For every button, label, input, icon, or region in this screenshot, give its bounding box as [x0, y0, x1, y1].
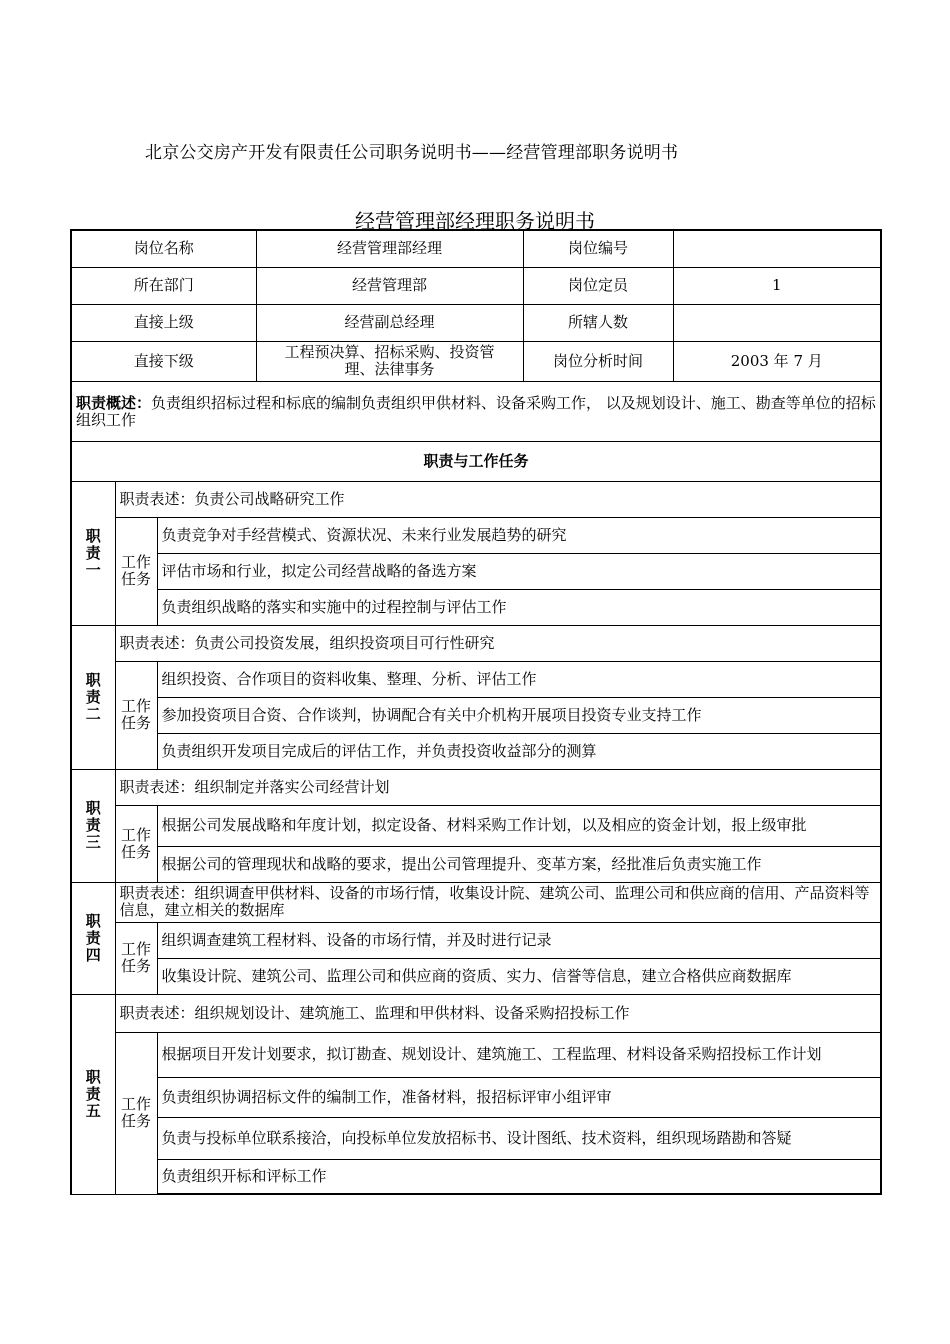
- task-item: 负责与投标单位联系接洽，向投标单位发放招标书、设计图纸、技术资料，组织现场踏勘和答疑: [157, 1117, 881, 1159]
- post-code-value: [673, 230, 881, 267]
- duty-summary-text: 负责组织招标过程和标底的编制负责组织甲供材料、设备采购工作， 以及规划设计、施工、勘查等单位的招标组织工作: [76, 393, 876, 429]
- duty-statement: 职责表述：组织调查甲供材料、设备的市场行情，收集设计院、建筑公司、监理公司和供应商的信用、产品资料等信息，建立相关的数据库: [115, 882, 881, 922]
- job-description-table: [70, 229, 882, 1195]
- post-code-label: 岗位编号: [523, 230, 673, 267]
- duty-statement: 职责表述：组织规划设计、建筑施工、监理和甲供材料、设备采购招投标工作: [115, 994, 881, 1032]
- managed-count-label: 所辖人数: [523, 304, 673, 341]
- task-item: 根据公司的管理现状和战略的要求，提出公司管理提升、变革方案，经批准后负责实施工作: [157, 846, 881, 882]
- dept-value: 经营管理部: [256, 267, 523, 304]
- duty-summary-label: 职责概述：: [76, 393, 152, 412]
- task-label: 工作 任务: [115, 1032, 157, 1194]
- dept-label: 所在部门: [71, 267, 256, 304]
- task-item: 组织投资、合作项目的资料收集、整理、分析、评估工作: [157, 661, 881, 697]
- task-item: 负责组织开发项目完成后的评估工作，并负责投资收益部分的测算: [157, 733, 881, 769]
- quota-label: 岗位定员: [523, 267, 673, 304]
- task-label: 工作 任务: [115, 517, 157, 625]
- task-item: 负责组织开标和评标工作: [157, 1159, 881, 1194]
- task-label: 工作 任务: [115, 661, 157, 769]
- duty-label: 职 责 三: [71, 769, 115, 882]
- superior-label: 直接上级: [71, 304, 256, 341]
- analysis-time-label: 岗位分析时间: [523, 341, 673, 381]
- document-title: 北京公交房产开发有限责任公司职务说明书——经营管理部职务说明书: [145, 143, 679, 163]
- duty-label: 职 责 二: [71, 625, 115, 769]
- task-label: 工作 任务: [115, 805, 157, 882]
- task-item: 根据项目开发计划要求，拟订勘查、规划设计、建筑施工、工程监理、材料设备采购招投标工作计划: [157, 1032, 881, 1077]
- task-item: 收集设计院、建筑公司、监理公司和供应商的资质、实力、信誉等信息，建立合格供应商数据库: [157, 958, 881, 994]
- quota-value: 1: [673, 267, 881, 304]
- task-item: 参加投资项目合资、合作谈判，协调配合有关中介机构开展项目投资专业支持工作: [157, 697, 881, 733]
- task-item: 负责组织协调招标文件的编制工作，准备材料，报招标评审小组评审: [157, 1077, 881, 1117]
- task-item: 根据公司发展战略和年度计划，拟定设备、材料采购工作计划，以及相应的资金计划，报上级审批: [157, 805, 881, 846]
- section-header: 职责与工作任务: [71, 441, 881, 481]
- table-title: 经营管理部经理职务说明书: [355, 209, 595, 233]
- duty-statement: 职责表述：负责公司战略研究工作: [115, 481, 881, 517]
- managed-count-value: [673, 304, 881, 341]
- task-item: 负责组织战略的落实和实施中的过程控制与评估工作: [157, 589, 881, 625]
- task-item: 评估市场和行业，拟定公司经营战略的备选方案: [157, 553, 881, 589]
- task-item: 负责竞争对手经营模式、资源状况、未来行业发展趋势的研究: [157, 517, 881, 553]
- task-item: 组织调查建筑工程材料、设备的市场行情，并及时进行记录: [157, 922, 881, 958]
- analysis-time-value: 2003 年 7 月: [673, 341, 881, 381]
- duty-label: 职 责 五: [71, 994, 115, 1194]
- duty-statement: 职责表述：组织制定并落实公司经营计划: [115, 769, 881, 805]
- post-name-value: 经营管理部经理: [256, 230, 523, 267]
- subordinate-value: 工程预决算、招标采购、投资管理、法律事务: [256, 341, 523, 381]
- task-label: 工作 任务: [115, 922, 157, 994]
- duty-statement: 职责表述：负责公司投资发展，组织投资项目可行性研究: [115, 625, 881, 661]
- subordinate-label: 直接下级: [71, 341, 256, 381]
- duty-label: 职 责 四: [71, 882, 115, 994]
- duty-label: 职 责 一: [71, 481, 115, 625]
- post-name-label: 岗位名称: [71, 230, 256, 267]
- duty-summary: [71, 381, 881, 441]
- superior-value: 经营副总经理: [256, 304, 523, 341]
